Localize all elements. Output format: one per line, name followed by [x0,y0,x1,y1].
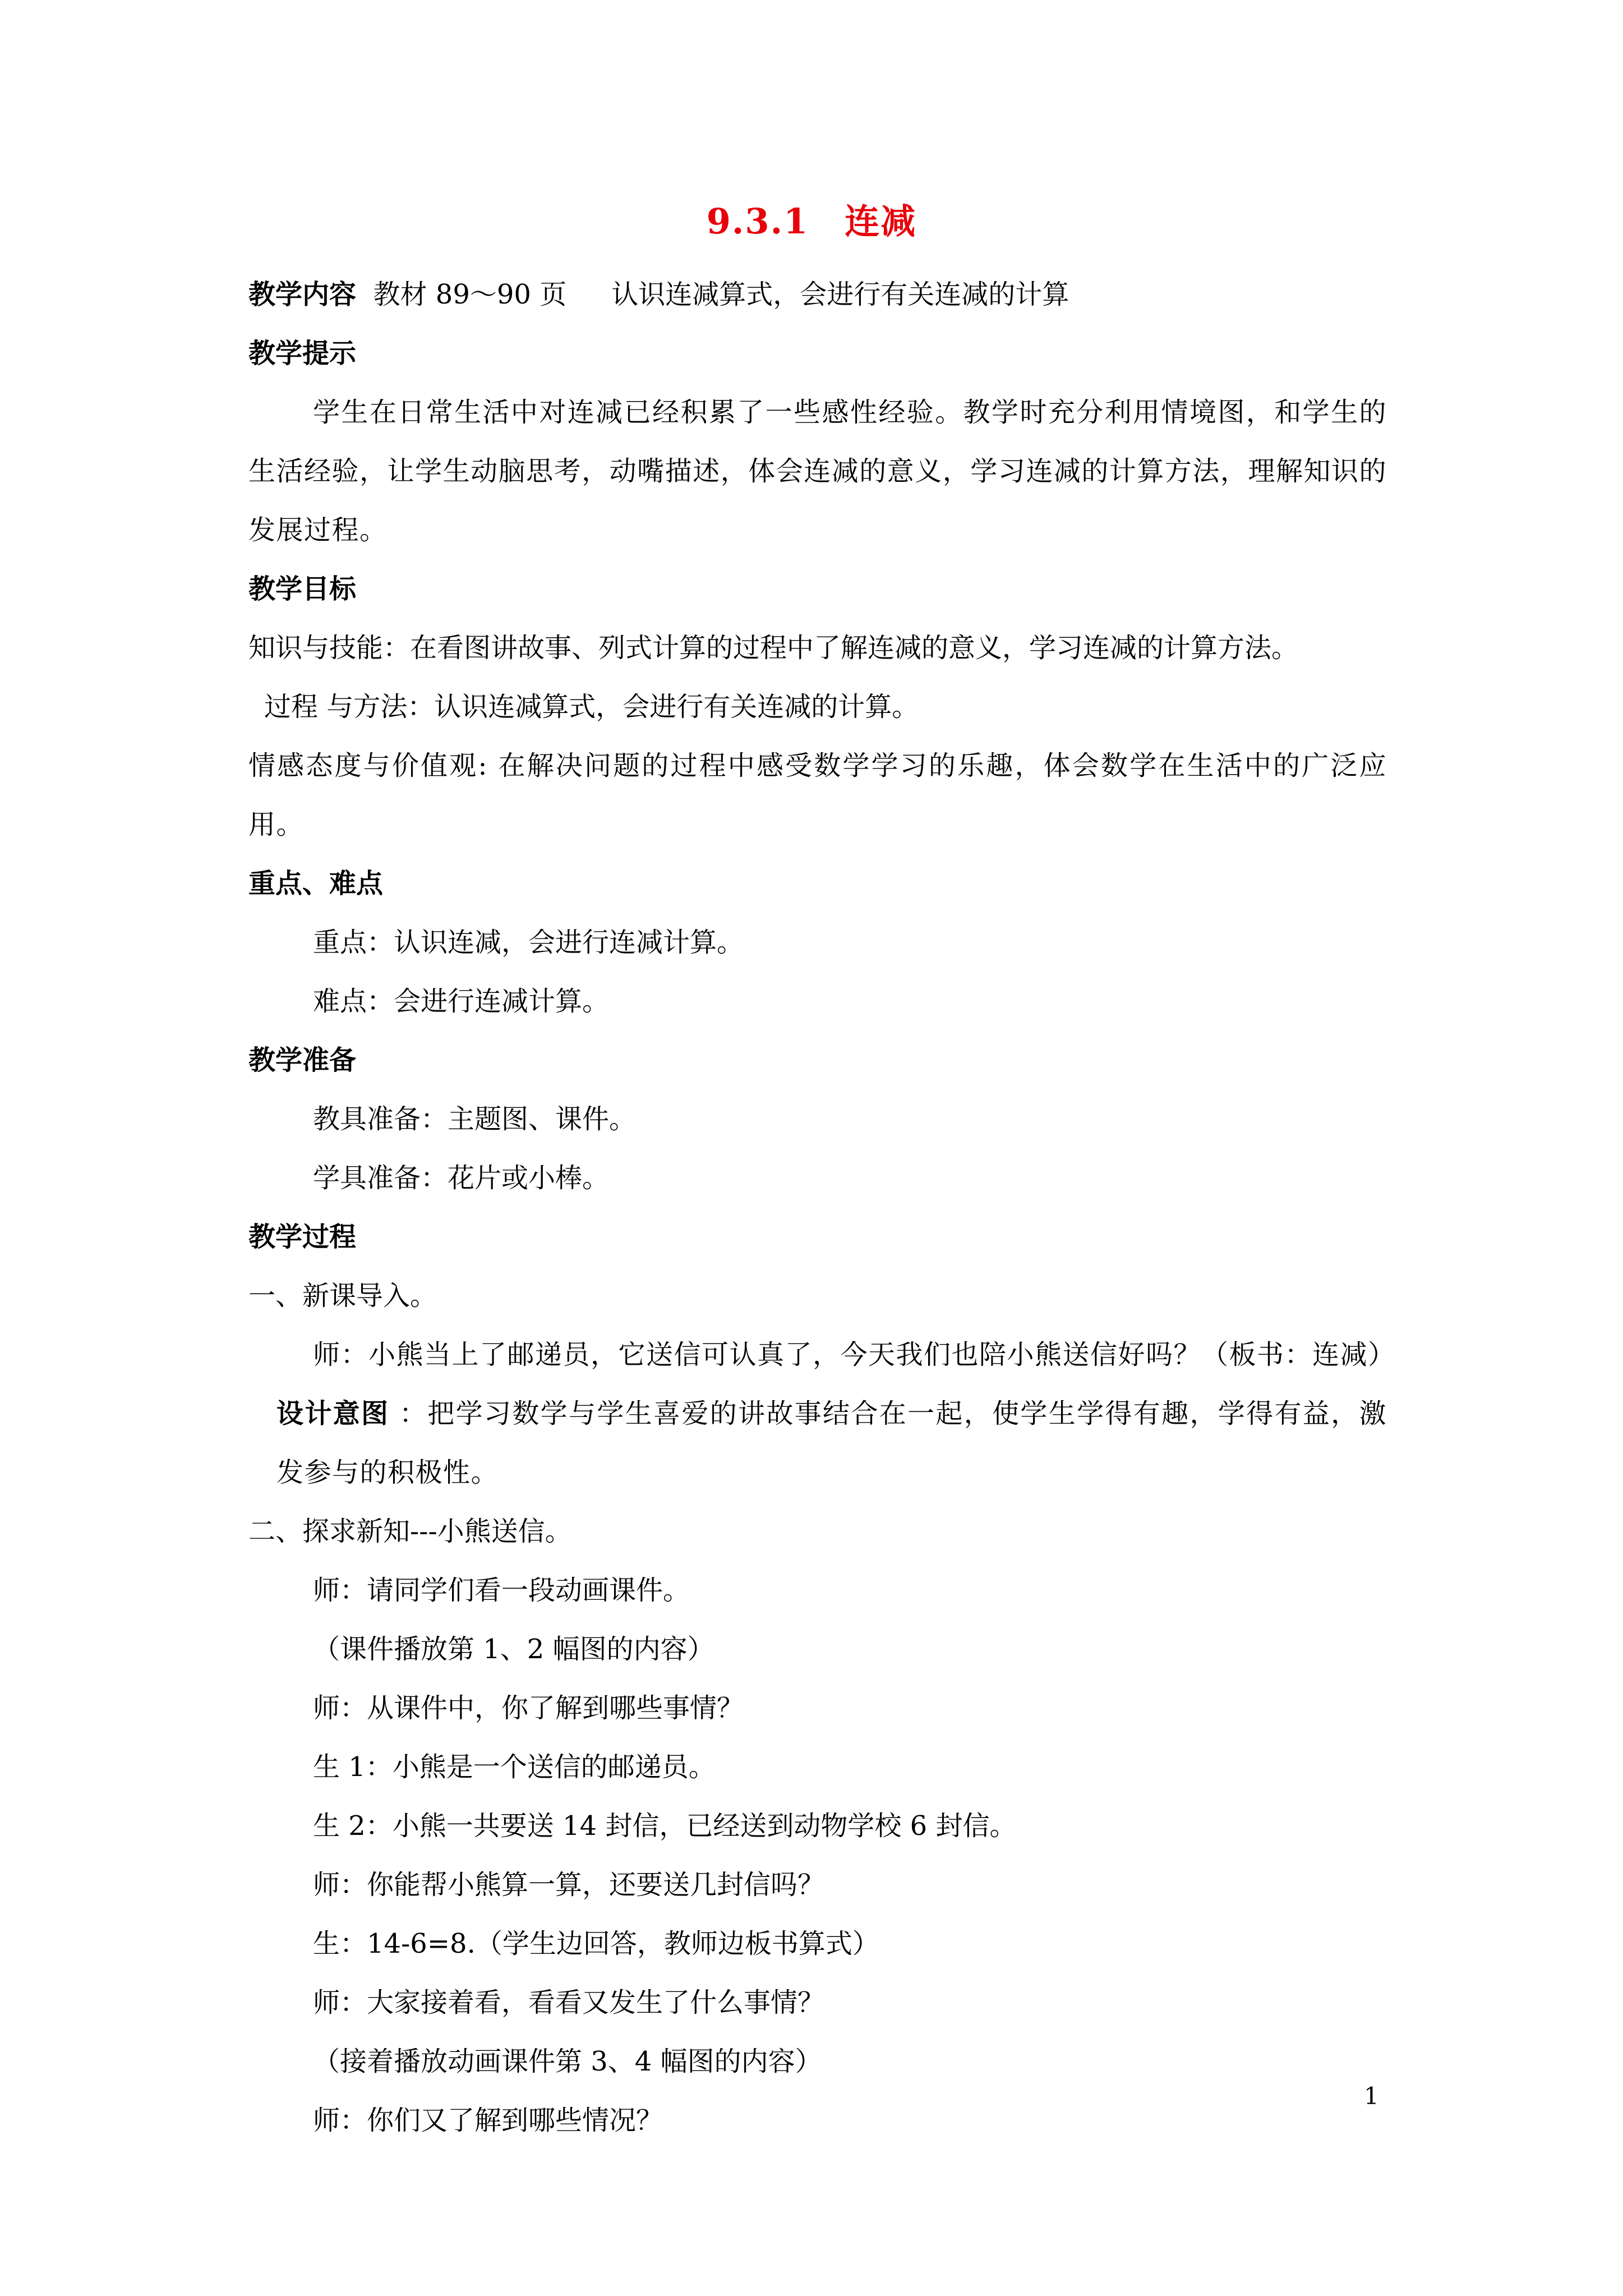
teacher-line-2: 师：请同学们看一段动画课件。 [313,1575,690,1606]
process-heading: 教学过程 [248,1221,357,1253]
goal-emotion: 情感态度与价值观: 在解决问题的过程中感受数学学习的乐趣，体会数学在生活中的广泛应用。 [248,750,1387,840]
prep-heading: 教学准备 [248,1045,357,1076]
teacher-line-1: 师：小熊当上了邮递员，它送信可认真了，今天我们也陪小熊送信好吗？（板书：连减） [313,1339,1396,1370]
tips-heading: 教学提示 [248,338,357,369]
goal-knowledge: 知识与技能：在看图讲故事、列式计算的过程中了解连减的意义，学习连减的计算方法。 [248,632,1299,664]
key-difficult-heading: 重点、难点 [248,868,384,899]
teacher-line-6: 师：你们又了解到哪些情况？ [313,2105,663,2136]
teaching-content-text: 教材 89～90 页 [373,279,567,310]
key-point: 重点：认识连减，会进行连减计算。 [313,927,744,958]
teaching-content-extra: 认识连减算式，会进行有关连减的计算 [611,279,1069,310]
courseware-play-2: （接着播放动画课件第 3、4 幅图的内容） [313,2046,822,2077]
design-intent-text: ：把学习数学与学生喜爱的讲故事结合在一起，使学生学得有趣，学得有益，激发参与的积极性。 [276,1398,1387,1488]
design-intent-paragraph [248,1384,1387,1502]
section-two-title: 二、探求新知---小熊送信。 [248,1516,572,1547]
goal-process: 过程 与方法：认识连减算式，会进行有关连减的计算。 [264,691,919,723]
student-line-2: 生 2：小熊一共要送 14 封信，已经送到动物学校 6 封信。 [313,1810,1017,1842]
teaching-content-label: 教学内容 [248,279,357,310]
student-line-1: 生 1：小熊是一个送信的邮递员。 [313,1751,716,1783]
prep-teacher: 教具准备：主题图、课件。 [313,1103,637,1135]
design-intent-label: 设计意图 [276,1398,390,1429]
document-body [248,265,1396,2150]
teaching-content-line [248,265,1387,324]
page-title: 9.3.1 连减 [706,201,917,242]
goals-heading: 教学目标 [248,573,357,605]
difficult-point: 难点：会进行连减计算。 [313,986,610,1017]
section-one-title: 一、新课导入。 [248,1280,437,1312]
prep-student: 学具准备：花片或小棒。 [313,1162,610,1194]
teacher-line-3: 师：从课件中，你了解到哪些事情？ [313,1692,744,1724]
courseware-play-1: （课件播放第 1、2 幅图的内容） [313,1634,714,1665]
tips-paragraph: 学生在日常生活中对连减已经积累了一些感性经验。教学时充分利用情境图，和学生的生活经验，让学生动脑思考，动嘴描述，体会连减的意义，学习连减的计算方法，理解知识的发展过程。 [248,397,1387,546]
teacher-line-4: 师：你能帮小熊算一算，还要送几封信吗？ [313,1869,825,1901]
teacher-line-5: 师：大家接着看，看看又发生了什么事情？ [313,1987,825,2018]
page-number: 1 [1364,2082,1379,2110]
student-line-3: 生：14-6=8.（学生边回答，教师边板书算式） [313,1928,879,1959]
